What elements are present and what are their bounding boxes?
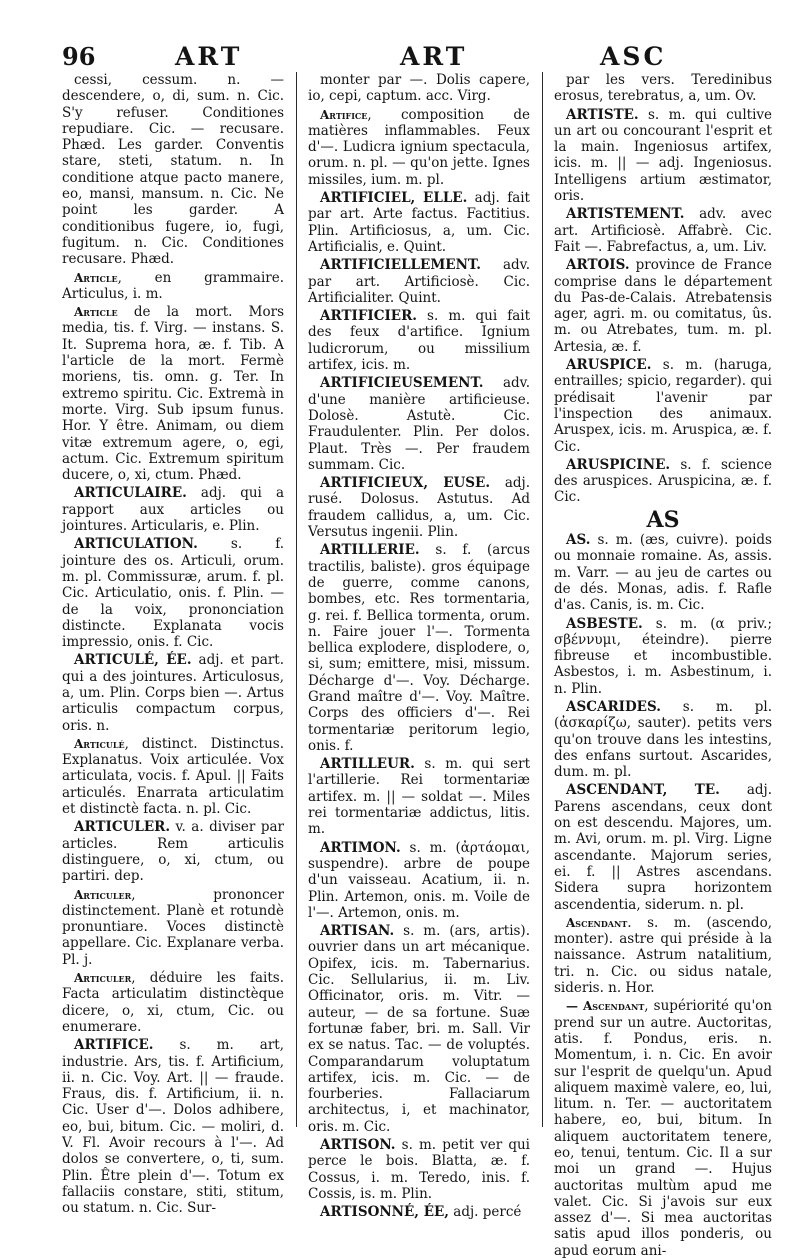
dictionary-entry [308,756,530,837]
dictionary-entry [554,357,772,455]
entry-headword: ARTICULER. [74,819,171,836]
entry-headword: ARTIFICIEUX, EUSE. [320,475,491,492]
dictionary-entry [554,206,772,255]
entry-text: , distinct. Distinctus. Explanatus. Voix articulée. Vox articulata, vocis. f. Apul. || Faits articulés. Enarrata articulatim et distinctè facta. n. pl. Cic. [62,735,284,818]
dictionary-entry [62,970,284,1035]
section-heading: AS [646,506,680,533]
entry-headword: ASCARIDES. [566,698,661,715]
entry-headword: ARTISTE. [566,106,639,123]
entry-headword: ARTIFICIELLEMENT. [320,257,481,274]
entry-text: par les vers. Teredinibus erosus, terebratus, a, um. Ov. [554,72,772,105]
column-3 [554,72,772,1259]
entry-text: s. m. pl. (ἀσκαρίζω, sauter). petits vers qu'on trouve dans les intestins, des enfans surtout. Ascarides, dum. m. pl. [554,698,772,781]
dictionary-entry [62,72,284,268]
running-head-left: ART [175,42,243,71]
dictionary-entry [308,840,530,921]
entry-headword: ARTIFICIEL, ELLE. [320,190,468,207]
dictionary-entry [62,304,284,483]
entry-headword: Article [74,305,118,320]
entry-text: province de France comprise dans le département du Pas-de-Calais. Atrebatensis ager, agri. m. ou comitatus, ûs. m. ou Atrebates, tum. m. pl. Artesia, æ. f. [554,257,772,355]
entry-text: s. m. (ars, artis). ouvrier dans un art mécanique. Opifex, icis. m. Tabernarius. Cic. Sellularius, ii. m. Liv. Officinator, oris. m. Vitr. — auteur, — de sa fortune. Suæ fortunæ faber, bri. m. Sall. Vir ex se natus. Tac. — de voluptés. Comparandarum voluptatum artifex, icis. m. Cic. — de fourberies. Fallaciarum architectus, i, et machinator, oris. m. Cic. [308,923,530,1135]
entry-text: adj. percé [448,1204,522,1221]
dictionary-entry [308,475,530,540]
dictionary-entry [554,532,772,613]
dictionary-entry [554,72,772,105]
entry-headword: ARTICULATION. [74,536,198,553]
entry-text: adj. rusé. Dolosus. Astutus. Ad fraudem callidus, a, um. Cic. Versutus ingenii. Plin. [308,475,530,541]
entry-text: adv. d'une manière artificieuse. Dolosè. Astutè. Cic. Fraudulenter. Plin. Per dolos. Plaut. Très —. Per fraudem summam. Cic. [308,375,530,473]
entry-text: monter par —. Dolis capere, io, cepi, captum. acc. Virg. [308,72,530,105]
entry-headword: ARTISAN. [320,923,395,940]
dictionary-entry [308,542,530,754]
dictionary-entry [308,923,530,1135]
dictionary-entry [554,998,772,1259]
entry-headword: ASBESTE. [566,615,643,632]
entry-text: adj. Parens ascendans, ceux dont on est descendu. Majores, um. m. Avi, orum. m. pl. Virg. Ligne ascendante. Majorum series, ei. f. || Astres ascendans. Sidera supra horizontem ascendentia, siderum. n. pl. [554,782,772,913]
dictionary-entry [554,699,772,780]
entry-text: adj. fait par art. Arte factus. Factitius. Plin. Artificiosus, a, um. Cic. Artificialis, e. Quint. [308,190,530,255]
entry-text: s. f. (arcus tractilis, baliste). gros équipage de guerre, comme canons, bombes, etc. Res tormentaria, g. rei. f. Bellica tormenta, orum. n. Faire jouer l'—. Tormenta bellica explodere, displodere, o, si, sum; emittere, misi, missum. Décharge d'—. Voy. Décharge. Grand maître d'—. Voy. Maître. Corps des officiers d'—. Rei tormentariæ peritorum legio, onis. f. [308,542,530,754]
dictionary-entry [554,616,772,697]
entry-headword: ARTOIS. [566,257,630,274]
dictionary-entry [62,1037,284,1216]
entry-text: adv. avec art. Artificiosè. Affabrè. Cic. Fait —. Fabrefactus, a, um. Liv. [554,206,772,255]
dictionary-entry [308,1137,530,1202]
entry-headword: ARTICULÉ, ÉE. [74,652,192,669]
entry-text: , supériorité qu'on prend sur un autre. Auctoritas, atis. f. Pondus, eris. n. Momentum, i. n. Cic. En avoir sur l'esprit de quelqu'un. Apud aliquem maximè valere, eo, lui, litum. n. Ter. — auctoritatem habere, eo, bui, bitum. In aliquem auctoritatem tenere, eo, tenui, tentum. Cic. Il a sur moi un grand —. Hujus auctoritas multùm apud me valet. Cic. Si j'avois sur eux assez d'—. Si mea auctoritas satis apud illos ponderis, ou apud eorum ani- [554,998,772,1259]
dictionary-entry [308,72,530,105]
entry-text: adj. qui a rapport aux articles ou jointures. Articularis, e. Plin. [62,485,284,535]
column-rule [296,72,297,1127]
running-head-right: ASC [600,42,667,71]
entry-headword: ARTISON. [320,1137,396,1153]
entry-headword: ARTIFICIEUSEMENT. [320,375,484,392]
dictionary-entry [308,257,530,306]
dictionary-entry [554,107,772,205]
running-head-center: ART [400,42,468,71]
entry-headword: ARUSPICINE. [566,456,671,473]
column-rule [542,72,543,1127]
entry-text: s. m. qui fait des feux d'artifice. Ignium ludicrorum, ou missilium artifex, icis. m. [308,308,530,374]
entry-text: adj. et part. qui a des jointures. Articulosus, a, um. Plin. Corps bien —. Artus articulis compactum corpus, oris. n. [62,652,284,734]
entry-text: v. a. diviser par articles. Rem articulis distinguere, o, xi, ctum, ou partiri. dep. [62,819,284,885]
entry-headword: ARUSPICE. [566,357,652,374]
entry-headword: Artifice [320,107,368,122]
entry-headword: ARTIFICE. [74,1037,154,1054]
entry-headword: Ascendant [566,915,628,930]
dictionary-entry [62,887,284,968]
column-2 [308,72,530,1221]
entry-headword: Articulé [74,736,125,751]
entry-headword: ARTIFICIER. [320,308,417,325]
dictionary-entry [308,190,530,255]
entry-headword: ARTIMON. [320,839,401,856]
dictionary-entry [308,1204,530,1220]
entry-headword: ARTISTEMENT. [566,206,685,223]
entry-text: s. m. art, industrie. Ars, tis. f. Artificium, ii. n. Cic. Voy. Art. || — fraude. Fraus, dis. f. Artificium, ii. n. Cic. User d'—. Dolos adhibere, eo, bui, bitum. Cic. — moliri, d. V. Fl. Avoir recours à l'—. Ad dolos se convertere, o, ti, sum. Plin. Être plein d'—. Totum ex fallaciis constare, stiti, stitum, ou statum. n. Cic. Sur- [62,1037,284,1217]
entry-text: s. m. petit ver qui perce le bois. Blatta, æ. f. Cossus, i. m. Teredo, inis. f. Cossis, is. m. Plin. [308,1137,530,1202]
entry-headword: — Ascendant [566,999,645,1014]
entry-headword: ARTILLEUR. [320,756,415,773]
entry-text: s. f. jointure des os. Articuli, orum. m. pl. Commissuræ, arum. f. pl. Cic. Articulatio, onis. f. Plin. — de la voix, prononciation distincte. Explanata vocis impressio, onis. f. Cic. [62,536,284,651]
dictionary-entry [554,782,772,912]
dictionary-entry [308,107,530,188]
dictionary-entry [554,257,772,355]
entry-text: . s. m. (ascendo, monter). astre qui préside à la naissance. Astrum natalitium, tri. n. Cic. ou sidus natale, sideris. n. Hor. [554,914,772,997]
entry-headword: AS. [566,532,591,549]
entry-headword: Articuler [74,887,132,902]
dictionary-entry [62,270,284,303]
page-number: 96 [62,42,96,71]
dictionary-entry [62,652,284,733]
entry-text: s. m. (ἀρτάομαι, suspendre). arbre de poupe d'un vaisseau. Acatium, ii. n. Plin. Artemon, onis. m. Voile de l'—. Artemon, onis. m. [308,839,530,921]
entry-headword: ARTILLERIE. [320,542,420,559]
entry-text: s. m. qui sert l'artillerie. Rei tormentariæ artifex. m. || — soldat —. Miles rei tormentariæ addictus, litis. m. [308,756,530,838]
dictionary-entry [62,736,284,817]
entry-headword: Articuler [74,971,132,986]
dictionary-entry [554,457,772,506]
entry-text: cessi, cessum. n. — descendere, o, di, sum. n. Cic. S'y refuser. Conditiones repudiare. Cic. — recusare. Phæd. Les garder. Conventis stare, steti, statum. n. In conditione atque pacto manere, eo, mansi, mansum. n. Cic. Ne point les garder. A conditionibus fugere, io, fugi, fugitum. n. Cic. Conditiones recusare. Phæd. [62,72,284,268]
dictionary-entry [62,485,284,534]
entry-text: adv. par art. Artificiosè. Cic. Artificialiter. Quint. [308,257,530,306]
entry-headword: ARTICULAIRE. [74,485,187,502]
entry-headword: ARTISONNÉ, ÉE, [320,1204,449,1221]
entry-headword: Article [74,270,118,285]
entry-text: , déduire les faits. Facta articulatim distinctèque dicere, o, xi, ctum, Cic. ou enumerare. [62,970,284,1035]
dictionary-entry [62,536,284,650]
dictionary-entry [308,308,530,373]
entry-text: s. m. (haruga, entrailles; spicio, regarder). qui prédisait l'avenir par l'inspection des animaux. Aruspex, icis. m. Aruspica, æ. f. Cic. [554,357,772,455]
entry-text: s. f. science des aruspices. Aruspicina, æ. f. Cic. [554,456,772,506]
entry-text: , prononcer distinctement. Planè et rotundè pronuntiare. Voces distinctè appellare. Cic. Explanare verba. Pl. j. [62,886,284,968]
entry-text: s. m. (æs, cuivre). poids ou monnaie romaine. As, assis. m. Varr. — au jeu de cartes ou de dés. Monas, adis. f. Rafle d'as. Canis, is. m. Cic. [554,532,772,614]
dictionary-entry [62,819,284,884]
entry-text: s. m. qui cultive un art ou concourant l'esprit et la main. Ingeniosus artifex, icis. m. || — adj. Ingeniosus. Intelligens artium æstimator, oris. [554,106,772,205]
entry-text: , composition de matières inflammables. Feux d'—. Ludicra ignium spectacula, orum. n. pl. — qu'on jette. Ignes missiles, ium. m. pl. [308,106,530,188]
entry-text: s. m. (α priv.; σβέννυμι, éteindre). pierre fibreuse et incombustible. Asbestos, i. m. Asbestinum, i. n. Plin. [554,615,772,697]
dictionary-entry [308,375,530,473]
column-1 [62,72,284,1217]
entry-text: de la mort. Mors media, tis. f. Virg. — instans. S. It. Suprema hora, æ. f. Tib. A l'article de la mort. Fermè moriens, tis. omn. g. Ter. In extremo spiritu. Cic. Extremà in morte. Virg. Sub ipsum funus. Hor. Y être. Animam, ou diem vitæ extremum agere, o, egi, actum. Cic. Extremum spiritum ducere, o, xi, ctum. Phæd. [62,304,284,484]
entry-text: , en grammaire. Articulus, i. m. [62,269,284,302]
entry-headword: ASCENDANT, TE. [566,782,720,799]
dictionary-entry [554,915,772,996]
